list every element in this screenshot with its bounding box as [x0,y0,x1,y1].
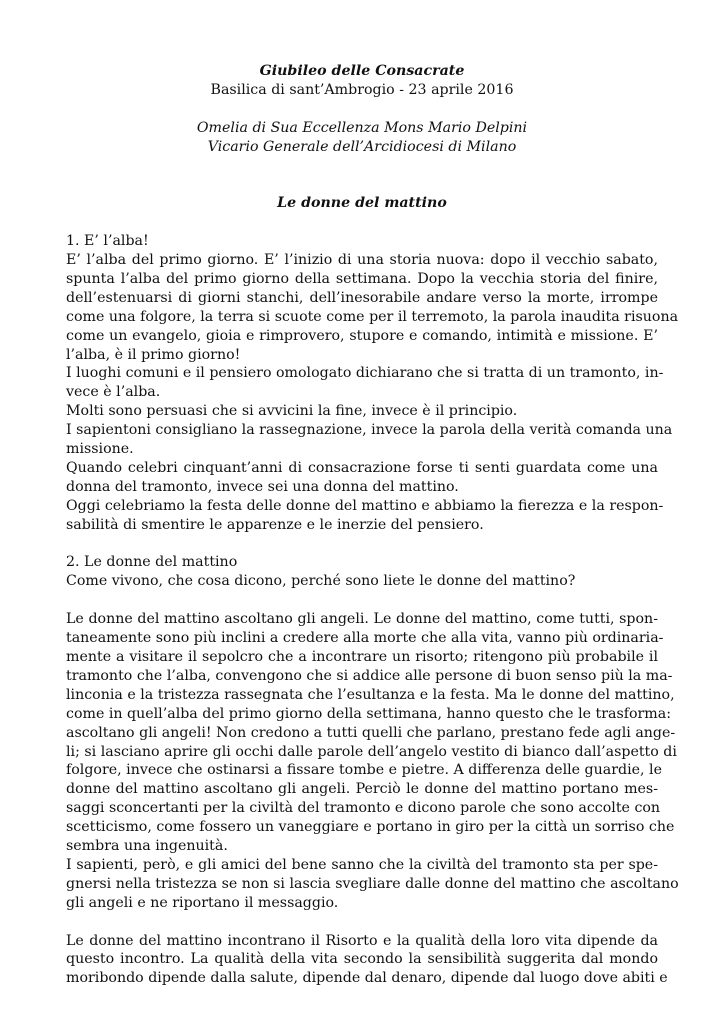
text-line: sembra una ingenuità. [66,838,228,855]
text-line: questo incontro. La qualità della vita secondo la sensibilità suggerita dal mondo [66,951,658,968]
text-line: I sapientoni consigliano la rassegnazione, invece la parola della verità comanda una [66,422,673,439]
main-title: Le donne del mattino [277,195,447,212]
document-title: Giubileo delle Consacrate [259,63,465,79]
section-1 [66,232,679,535]
document-page [66,62,679,988]
text-line: tramonto che l’alba, convengono che si addice alle persone di buon senso più la ma- [66,667,673,684]
text-line: E’ l’alba del primo giorno. E’ l’inizio di una storia nuova: dopo il vecchio sabato, [66,252,658,268]
text-line: Le donne del mattino ascoltano gli angeli. Le donne del mattino, come tutti, spon- [66,611,658,628]
text-line: linconia e la tristezza rassegnata che l’esultanza e la festa. Ma le donne del mattino, [66,686,675,703]
text-line: li; si lasciano aprire gli occhi dalle parole dell’angelo vestito di bianco dall’aspetto di [66,743,677,760]
homily-by: Omelia di Sua Eccellenza Mons Mario Delpini [196,119,528,136]
text-line: l’alba, è il primo giorno! [66,346,241,363]
text-line: Molti sono persuasi che si avvicini la fine, invece è il principio. [66,403,518,420]
text-line: donna del tramonto, invece sei una donna del mattino. [66,478,459,495]
section-question: Come vivono, che cosa dicono, perché sono liete le donne del mattino? [66,573,576,590]
text-line: scetticismo, come fossero un vaneggiare e portano in giro per la città un sorriso che [66,819,675,836]
text-line: taneamente sono più inclini a credere alla morte che alla vita, vanno più ordinaria- [66,630,664,647]
text-line: come una folgore, la terra si scuote come per il terremoto, la parola inaudita risuona [66,308,679,325]
text-line: saggi sconcertanti per la civiltà del tramonto e dicono parole che sono accolte con [66,800,661,817]
text-line: I sapienti, però, e gli amici del bene sanno che la civiltà del tramonto sta per spe- [66,856,658,873]
text-line: Le donne del mattino incontrano il Risorto e la qualità della loro vita dipende da [66,932,658,949]
text-line: moribondo dipende dalla salute, dipende dal denaro, dipende dal luogo dove abiti e [66,970,668,987]
text-line: missione. [66,441,134,458]
paragraph [66,932,668,989]
section-1-body [66,251,679,535]
text-line: ascoltano gli angeli! Non credono a tutti quelli che parlano, prestano fede agli ange- [66,724,676,741]
text-line: gnersi nella tristezza se non si lascia svegliare dalle donne del mattino che ascoltano [66,875,679,892]
text-line: Quando celebri cinquant’anni di consacrazione forse ti senti guardata come una [66,459,658,476]
author-block [66,119,658,157]
section-2 [66,553,679,988]
section-heading: 1. E’ l’alba! [66,233,149,250]
venue-date: Basilica di sant’Ambrogio - 23 aprile 2016 [210,81,514,98]
text-line: folgore, invece che ostinarsi a fissare tombe e pietre. A differenza delle guardie, le [66,762,662,779]
text-line: gli angeli e ne riportano il messaggio. [66,894,339,911]
header-block [66,62,658,100]
text-line: mente a visitare il sepolcro che a incontrare un risorto; ritengono più probabile il [66,649,658,665]
text-line: Oggi celebriamo la festa delle donne del mattino e abbiamo la fierezza e la respon- [66,497,664,514]
text-line: dell’estenuarsi di giorni stanchi, dell’inesorabile andare verso la morte, irrompe [66,289,658,306]
paragraph [66,610,679,913]
text-line: come un evangelo, gioia e rimprovero, stupore e comando, intimità e missione. E’ [66,327,658,344]
text-line: donne del mattino ascoltano gli angeli. Perciò le donne del mattino portano mes- [66,781,658,798]
text-line: sabilità di smentire le apparenze e le inerzie del pensiero. [66,516,484,533]
author-role: Vicario Generale dell’Arcidiocesi di Milano [207,138,517,155]
text-line: spunta l’alba del primo giorno della settimana. Dopo la vecchia storia del finire, [66,270,658,287]
text-line: I luoghi comuni e il pensiero omologato dichiarano che si tratta di un tramonto, in- [66,365,664,382]
text-line: vece è l’alba. [66,384,161,401]
section-heading: 2. Le donne del mattino [66,554,238,571]
text-line: come in quell’alba del primo giorno della settimana, hanno questo che le trasforma: [66,705,671,722]
